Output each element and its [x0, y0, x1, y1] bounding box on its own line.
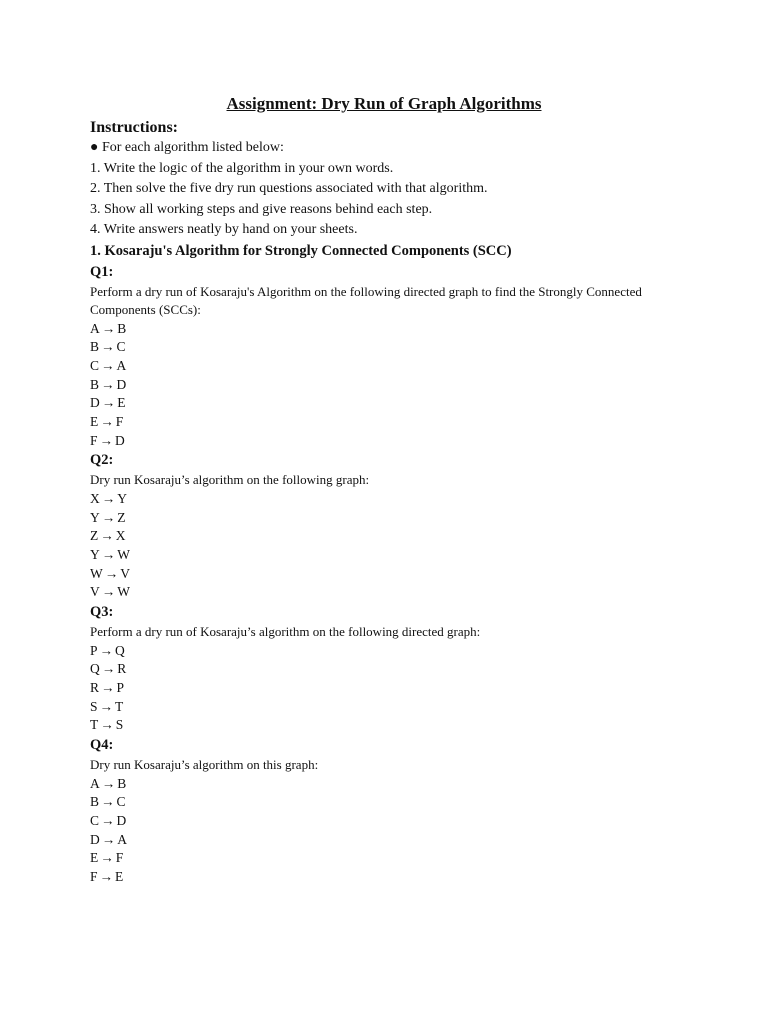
document-title: Assignment: Dry Run of Graph Algorithms	[226, 94, 542, 113]
edge-item	[90, 338, 710, 357]
edge-to: A	[117, 831, 127, 847]
edge-item	[90, 868, 710, 887]
question-description: Dry run Kosaraju’s algorithm on this graph:	[90, 757, 319, 773]
edge-list	[90, 320, 710, 451]
edge-to: B	[117, 775, 127, 791]
edge-to: X	[115, 528, 126, 544]
edge-from: W	[90, 565, 103, 581]
edge-from: E	[90, 850, 99, 866]
edge-to: Y	[117, 490, 127, 506]
edge-from: D	[90, 395, 100, 411]
edge-to: D	[116, 376, 127, 392]
edge-to: B	[117, 320, 127, 336]
edge-item	[90, 698, 710, 717]
edge-item	[90, 642, 710, 661]
instruction-line: 4. Write answers neatly by hand on your sheets.	[90, 222, 358, 237]
arrow-icon: →	[100, 528, 114, 544]
edge-from: B	[90, 794, 100, 810]
document-body	[90, 118, 710, 887]
arrow-icon: →	[101, 490, 116, 506]
edge-list	[90, 775, 710, 887]
edge-item	[90, 849, 710, 868]
edge-item	[90, 583, 710, 602]
edge-to: Z	[117, 509, 126, 525]
edge-from: E	[90, 414, 99, 430]
edge-from: D	[90, 831, 100, 847]
question-description: Perform a dry run of Kosaraju's Algorithm on the following directed graph to find the Strongly Connected Components (SCCs):	[90, 283, 642, 317]
instruction-line: 1. Write the logic of the algorithm in your own words.	[90, 160, 394, 176]
question-block	[90, 262, 710, 451]
edge-to: S	[115, 717, 124, 733]
arrow-icon: →	[101, 794, 115, 810]
arrow-icon: →	[101, 509, 116, 525]
edge-item	[90, 831, 710, 850]
question-description: Perform a dry run of Kosaraju’s algorithm on the following directed graph:	[90, 624, 481, 640]
edge-item	[90, 775, 710, 794]
arrow-icon: →	[99, 698, 114, 714]
question-block	[90, 450, 710, 602]
arrow-icon: →	[101, 547, 116, 563]
edge-item	[90, 546, 710, 565]
edge-to: E	[115, 869, 124, 885]
edge-item	[90, 357, 710, 376]
edge-item	[90, 376, 710, 395]
edge-to: D	[116, 813, 127, 829]
edge-to: F	[115, 850, 124, 866]
edge-from: Y	[90, 547, 100, 563]
arrow-icon: →	[101, 357, 115, 373]
edge-item	[90, 660, 710, 679]
edge-to: C	[116, 794, 126, 810]
edge-item	[90, 413, 710, 432]
edge-from: V	[90, 584, 100, 600]
arrow-icon: →	[101, 813, 115, 829]
edge-item	[90, 432, 710, 451]
edge-item	[90, 394, 710, 413]
edge-item	[90, 679, 710, 698]
edge-from: C	[90, 357, 100, 373]
edge-to: F	[115, 414, 124, 430]
instruction-line: 2. Then solve the five dry run questions associated with that algorithm.	[90, 181, 488, 196]
question-label: Q1:	[90, 263, 114, 280]
arrow-icon: →	[101, 831, 116, 847]
edge-item	[90, 527, 710, 546]
edge-list	[90, 490, 710, 602]
edge-item	[90, 320, 710, 339]
arrow-icon: →	[100, 414, 114, 430]
edge-to: C	[116, 339, 126, 355]
instructions-list	[90, 138, 710, 241]
arrow-icon: →	[99, 642, 114, 658]
arrow-icon: →	[101, 775, 116, 791]
arrow-icon: →	[99, 432, 114, 448]
edge-item	[90, 812, 710, 831]
edge-from: T	[90, 717, 99, 733]
question-label: Q3:	[90, 604, 114, 621]
edge-item	[90, 490, 710, 509]
edge-item	[90, 509, 710, 528]
edge-from: Z	[90, 528, 99, 544]
arrow-icon: →	[101, 395, 116, 411]
edge-to: P	[116, 680, 125, 696]
edge-from: A	[90, 320, 100, 336]
edge-item	[90, 793, 710, 812]
question-description: Dry run Kosaraju’s algorithm on the following graph:	[90, 472, 370, 488]
edge-to: D	[115, 432, 125, 448]
arrow-icon: →	[99, 869, 114, 885]
edge-to: W	[117, 584, 130, 600]
edge-to: R	[117, 661, 127, 677]
edge-from: P	[90, 642, 98, 658]
arrow-icon: →	[101, 339, 115, 355]
instruction-line: 3. Show all working steps and give reasons behind each step.	[90, 201, 433, 217]
edge-to: V	[120, 565, 130, 581]
edge-to: T	[115, 698, 124, 714]
edge-from: B	[90, 376, 100, 392]
edge-from: R	[90, 680, 100, 696]
question-label: Q4:	[90, 737, 114, 754]
arrow-icon: →	[100, 850, 114, 866]
edge-from: Y	[90, 509, 100, 525]
question-label: Q2:	[90, 452, 114, 469]
edge-to: W	[117, 547, 130, 563]
edge-from: X	[90, 490, 100, 506]
arrow-icon: →	[101, 680, 115, 696]
arrow-icon: →	[100, 717, 114, 733]
edge-from: F	[90, 869, 98, 885]
arrow-icon: →	[104, 565, 119, 581]
edge-to: E	[117, 395, 126, 411]
instruction-line: ● For each algorithm listed below:	[90, 140, 284, 155]
arrow-icon: →	[101, 661, 116, 677]
edge-to: A	[116, 357, 127, 373]
edge-to: Q	[115, 642, 125, 658]
arrow-icon: →	[101, 320, 116, 336]
arrow-icon: →	[101, 584, 116, 600]
question-block	[90, 602, 710, 735]
edge-from: S	[90, 698, 98, 714]
edge-item	[90, 565, 710, 584]
edge-item	[90, 716, 710, 735]
edge-from: Q	[90, 661, 100, 677]
edge-from: B	[90, 339, 100, 355]
section-heading: 1. Kosaraju's Algorithm for Strongly Connected Components (SCC)	[90, 242, 512, 259]
edge-from: C	[90, 813, 100, 829]
instructions-heading: Instructions:	[90, 119, 179, 136]
edge-list	[90, 642, 710, 736]
edge-from: A	[90, 775, 100, 791]
question-block	[90, 735, 710, 887]
edge-from: F	[90, 432, 98, 448]
arrow-icon: →	[101, 376, 115, 392]
